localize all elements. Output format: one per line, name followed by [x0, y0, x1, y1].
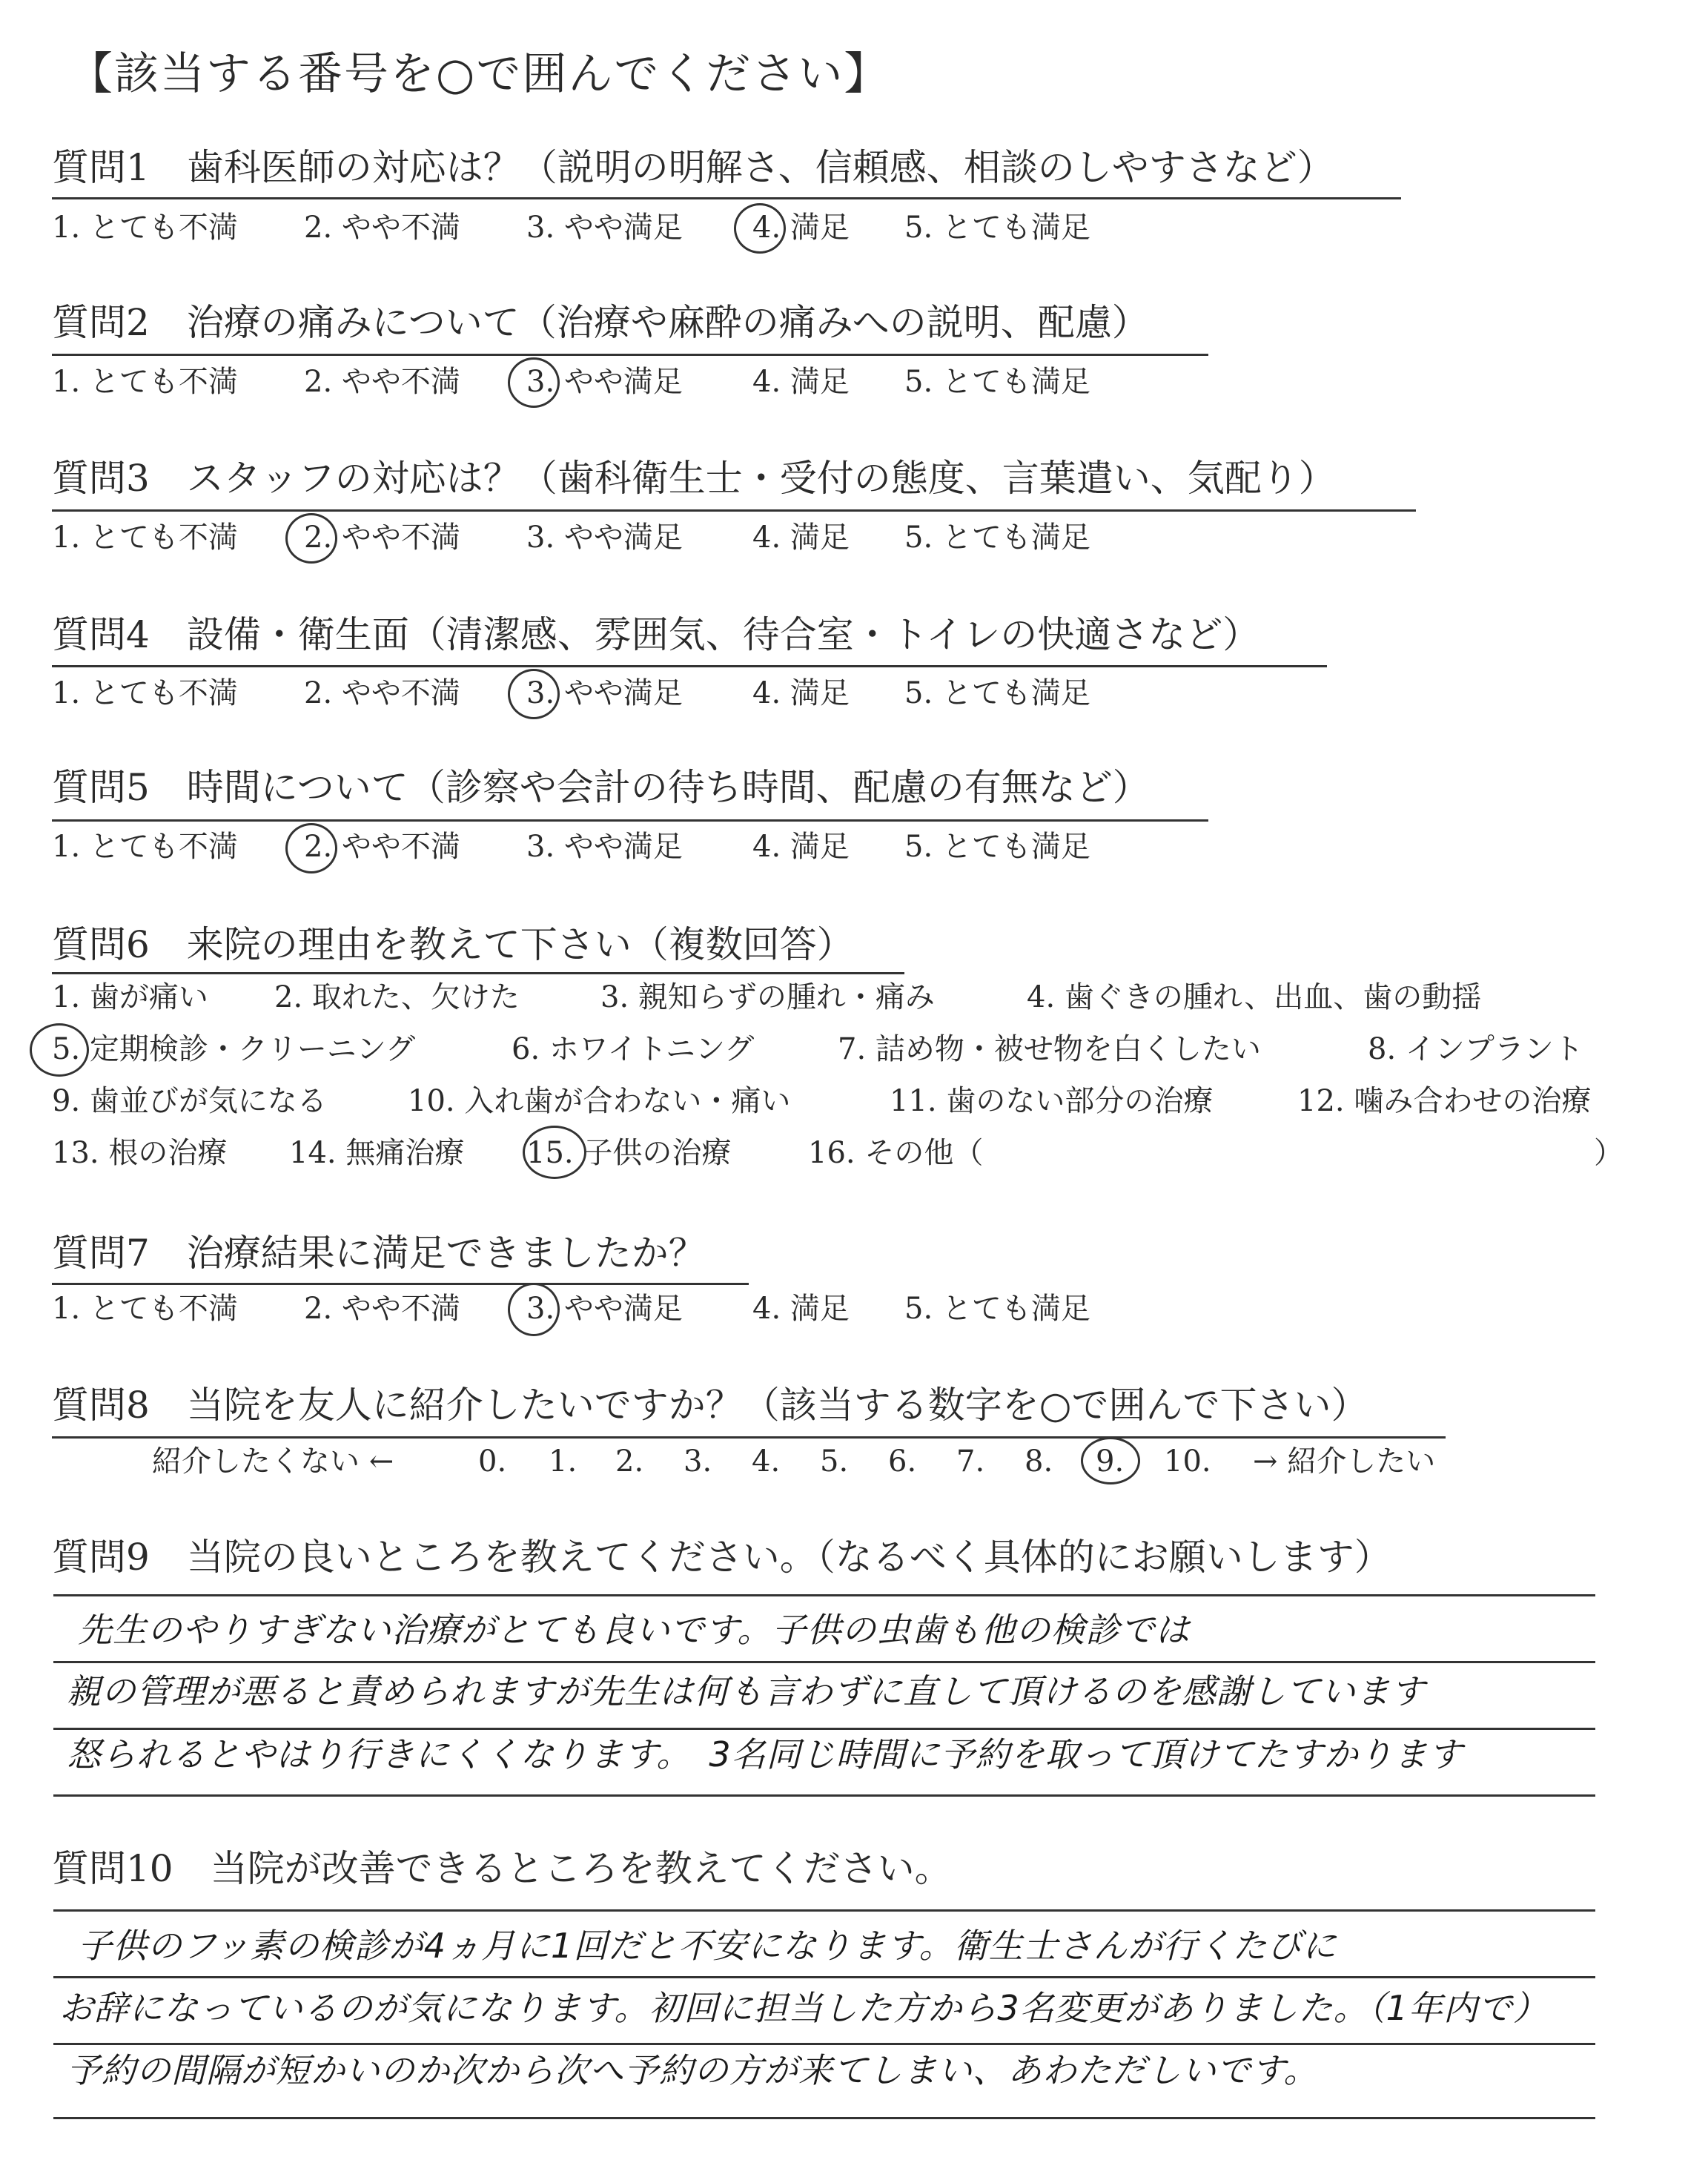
q6-option-6[interactable]: 6. ホワイトニング — [512, 1032, 755, 1066]
q9-ruled-line-1 — [53, 1594, 1595, 1596]
q7-option-4[interactable]: 4. 満足 — [752, 1292, 850, 1326]
q7-option-5[interactable]: 5. とても満足 — [904, 1292, 1090, 1326]
q6-option-5[interactable]: 5. 定期検診・クリーニング — [52, 1032, 416, 1066]
q6-option-10[interactable]: 10. 入れ歯が合わない・痛い — [408, 1084, 791, 1118]
q9-answer-line-3: 怒られるとやはり行きにくくなります。 3名同じ時間に予約を取って頂けてたすかります — [67, 1734, 1463, 1774]
q6-selected-circle-15 — [523, 1126, 586, 1179]
q4-option-3[interactable]: 3. やや満足 — [526, 676, 683, 710]
question-4-underline — [52, 665, 1327, 667]
q3-option-3[interactable]: 3. やや満足 — [526, 521, 683, 555]
question-6-heading: 質問6 来院の理由を教えて下さい（複数回答） — [52, 923, 854, 966]
q6-option-11[interactable]: 11. 歯のない部分の治療 — [890, 1084, 1214, 1118]
question-7-heading: 質問7 治療結果に満足できましたか？ — [52, 1232, 706, 1275]
q6-option-9[interactable]: 9. 歯並びが気になる — [52, 1084, 327, 1118]
q4-option-5[interactable]: 5. とても満足 — [904, 676, 1090, 710]
q5-option-3[interactable]: 3. やや満足 — [526, 830, 683, 864]
question-5-heading: 質問5 時間について（診察や会計の待ち時間、配慮の有無など） — [52, 766, 1150, 809]
q4-selected-circle — [508, 669, 560, 719]
q6-option-4[interactable]: 4. 歯ぐきの腫れ、出血、歯の動揺 — [1027, 980, 1482, 1014]
q8-selected-circle — [1081, 1437, 1140, 1484]
q7-option-3[interactable]: 3. やや満足 — [526, 1292, 683, 1326]
question-1-underline — [52, 197, 1401, 199]
q4-option-1[interactable]: 1. とても不満 — [52, 676, 238, 710]
q2-selected-circle — [508, 357, 560, 408]
q8-scale-0[interactable]: 0. — [478, 1444, 507, 1479]
q6-option-12[interactable]: 12. 噛み合わせの治療 — [1297, 1084, 1592, 1118]
q8-right-label: → 紹介したい — [1253, 1444, 1436, 1479]
q5-option-2[interactable]: 2. やや不満 — [304, 830, 460, 864]
q3-option-5[interactable]: 5. とても満足 — [904, 521, 1090, 555]
q8-scale-9[interactable]: 9. — [1096, 1444, 1125, 1479]
q2-option-1[interactable]: 1. とても不満 — [52, 365, 238, 399]
q8-scale-4[interactable]: 4. — [752, 1444, 781, 1479]
question-4-heading: 質問4 設備・衛生面（清潔感、雰囲気、待合室・トイレの快適さなど） — [52, 613, 1260, 656]
q6-selected-circle-5 — [30, 1023, 89, 1077]
q6-option-3[interactable]: 3. 親知らずの腫れ・痛み — [600, 980, 935, 1014]
question-5-underline — [52, 819, 1208, 822]
q5-option-5[interactable]: 5. とても満足 — [904, 830, 1090, 864]
q10-answer-line-1: 子供のフッ素の検診が4ヵ月に1回だと不安になります。衛生士さんが行くたびに — [78, 1926, 1337, 1966]
q1-option-3[interactable]: 3. やや満足 — [526, 211, 683, 245]
q7-selected-circle — [508, 1283, 560, 1336]
q6-option-2[interactable]: 2. 取れた、欠けた — [274, 980, 520, 1014]
q1-selected-circle — [734, 203, 786, 254]
q10-ruled-line-4 — [53, 2117, 1595, 2119]
question-3-heading: 質問3 スタッフの対応は？（歯科衛生士・受付の態度、言葉遣い、気配り） — [52, 457, 1336, 500]
q6-option-7[interactable]: 7. 詰め物・被せ物を白くしたい — [838, 1032, 1261, 1066]
q6-option-14[interactable]: 14. 無痛治療 — [289, 1136, 465, 1170]
q2-option-2[interactable]: 2. やや不満 — [304, 365, 460, 399]
q5-selected-circle — [285, 823, 337, 873]
q9-answer-line-2: 親の管理が悪ると責められますが先生は何も言わずに直して頂けるのを感謝しています — [67, 1671, 1426, 1711]
q9-ruled-line-2 — [53, 1661, 1595, 1663]
q1-option-5[interactable]: 5. とても満足 — [904, 211, 1090, 245]
q8-scale-7[interactable]: 7. — [956, 1444, 985, 1479]
q8-scale-1[interactable]: 1. — [549, 1444, 577, 1479]
question-6-underline — [52, 972, 904, 974]
q4-option-2[interactable]: 2. やや不満 — [304, 676, 460, 710]
question-10-heading: 質問10 当院が改善できるところを教えてください。 — [52, 1847, 952, 1890]
question-8-heading: 質問8 当院を友人に紹介したいですか？（該当する数字を○で囲んで下さい） — [52, 1384, 1368, 1427]
q8-scale-8[interactable]: 8. — [1025, 1444, 1053, 1479]
q10-answer-line-3: 予約の間隔が短かいのか次から次へ予約の方が来てしまい、あわただしいです。 — [67, 2050, 1319, 2090]
q7-option-2[interactable]: 2. やや不満 — [304, 1292, 460, 1326]
q6-option-15[interactable]: 15. 子供の治療 — [526, 1136, 732, 1170]
q6-option-16[interactable]: 16. その他（ — [808, 1136, 984, 1170]
q4-option-4[interactable]: 4. 満足 — [752, 676, 850, 710]
q5-option-4[interactable]: 4. 満足 — [752, 830, 850, 864]
q3-selected-circle — [285, 513, 337, 564]
q9-answer-line-1: 先生のやりすぎない治療がとても良いです。子供の虫歯も他の検診では — [78, 1610, 1191, 1650]
question-2-heading: 質問2 治療の痛みについて（治療や麻酔の痛みへの説明、配慮） — [52, 301, 1149, 344]
question-9-heading: 質問9 当院の良いところを教えてください。（なるべく具体的にお願いします） — [52, 1536, 1391, 1579]
q8-scale-6[interactable]: 6. — [888, 1444, 917, 1479]
form-title: 【該当する番号を○で囲んでください】 — [68, 48, 890, 100]
q6-option-1[interactable]: 1. 歯が痛い — [52, 980, 208, 1014]
q3-option-1[interactable]: 1. とても不満 — [52, 521, 238, 555]
q10-ruled-line-2 — [53, 1976, 1595, 1978]
q2-option-3[interactable]: 3. やや満足 — [526, 365, 683, 399]
q6-other-close-paren: ） — [1594, 1136, 1623, 1170]
q6-option-13[interactable]: 13. 根の治療 — [52, 1136, 228, 1170]
q1-option-1[interactable]: 1. とても不満 — [52, 211, 238, 245]
q8-scale-3[interactable]: 3. — [683, 1444, 712, 1479]
q8-left-label: 紹介したくない ← — [152, 1444, 394, 1479]
q5-option-1[interactable]: 1. とても不満 — [52, 830, 238, 864]
q10-answer-line-2: お辞になっているのが気になります。初回に担当した方から3名変更がありました。（1年内で） — [59, 1988, 1548, 2028]
q6-option-8[interactable]: 8. インプラント — [1368, 1032, 1583, 1066]
q2-option-5[interactable]: 5. とても満足 — [904, 365, 1090, 399]
q2-option-4[interactable]: 4. 満足 — [752, 365, 850, 399]
q10-ruled-line-1 — [53, 1909, 1595, 1912]
question-8-underline — [52, 1436, 1446, 1439]
q9-ruled-line-4 — [53, 1794, 1595, 1797]
question-3-underline — [52, 509, 1416, 512]
q8-scale-10[interactable]: 10. — [1164, 1444, 1211, 1479]
question-1-heading: 質問1 歯科医師の対応は？（説明の明解さ、信頼感、相談のしやすさなど） — [52, 146, 1334, 189]
q8-scale-2[interactable]: 2. — [615, 1444, 644, 1479]
q7-option-1[interactable]: 1. とても不満 — [52, 1292, 238, 1326]
q8-scale-5[interactable]: 5. — [820, 1444, 849, 1479]
q3-option-4[interactable]: 4. 満足 — [752, 521, 850, 555]
q3-option-2[interactable]: 2. やや不満 — [304, 521, 460, 555]
q1-option-4[interactable]: 4. 満足 — [752, 211, 850, 245]
q1-option-2[interactable]: 2. やや不満 — [304, 211, 460, 245]
question-2-underline — [52, 354, 1208, 356]
question-7-underline — [52, 1283, 749, 1285]
